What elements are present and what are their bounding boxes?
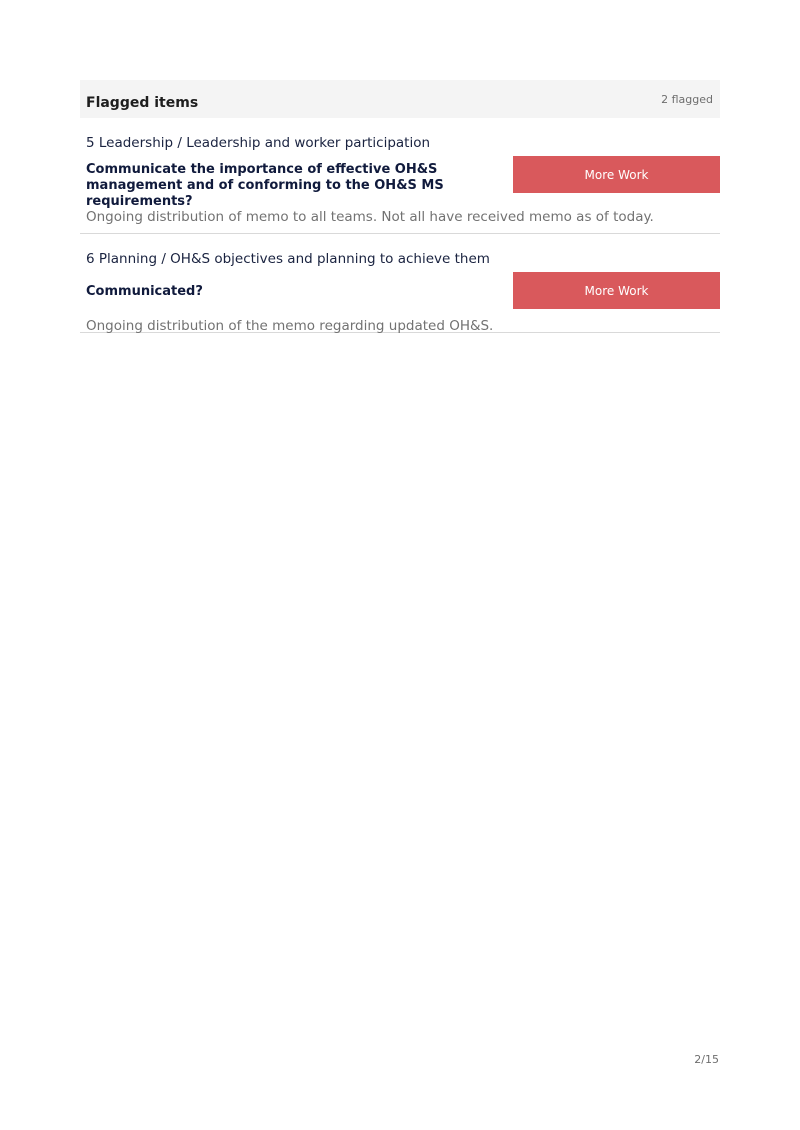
flagged-item [80,118,720,234]
response-badge: More Work [513,272,720,309]
question-text: Communicate the importance of effective OH&S management and of conforming to the OH&S MS requirements? [86,162,444,209]
item-note: Ongoing distribution of memo to all teams. Not all have received memo as of today. [86,209,654,225]
item-breadcrumb: 5 Leadership / Leadership and worker participation [86,135,431,151]
flagged-count: 2 flagged [661,93,713,106]
section-title: Flagged items [86,95,199,111]
item-note: Ongoing distribution of the memo regarding updated OH&S. [86,318,494,334]
response-badge: More Work [513,156,720,193]
page-number: 2/15 [694,1053,719,1066]
question-row [80,272,720,317]
flagged-items-section [80,80,720,333]
section-header [80,80,720,118]
question-text: Communicated? [86,284,203,299]
flagged-item [80,234,720,333]
item-breadcrumb: 6 Planning / OH&S objectives and planning to achieve them [86,251,490,267]
question-row [80,156,720,208]
